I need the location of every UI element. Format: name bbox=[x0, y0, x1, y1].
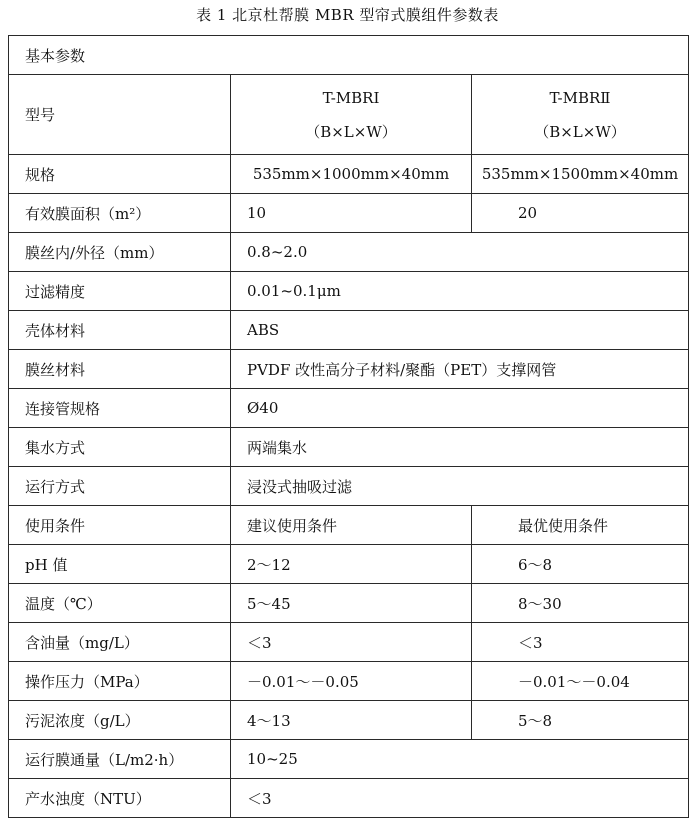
model-cell-1 bbox=[231, 75, 472, 155]
row-label: pH 值 bbox=[9, 545, 231, 584]
cell-value: 0.01~0.1μm bbox=[231, 272, 689, 311]
cell-value: 两端集水 bbox=[231, 428, 689, 467]
row-label: 产水浊度（NTU） bbox=[9, 779, 231, 818]
row-label: 型号 bbox=[9, 75, 231, 155]
table-row bbox=[9, 584, 689, 623]
cell-value: PVDF 改性高分子材料/聚酯（PET）支撑网管 bbox=[231, 350, 689, 389]
cell-value: 0.8~2.0 bbox=[231, 233, 689, 272]
table-row bbox=[9, 623, 689, 662]
cell-value: 8～30 bbox=[472, 584, 689, 623]
cell-value: Ø40 bbox=[231, 389, 689, 428]
row-label: 过滤精度 bbox=[9, 272, 231, 311]
table-row bbox=[9, 779, 689, 818]
row-label: 集水方式 bbox=[9, 428, 231, 467]
cell-value: 5～45 bbox=[231, 584, 472, 623]
row-label: 含油量（mg/L） bbox=[9, 623, 231, 662]
table-row bbox=[9, 740, 689, 779]
usage-header-label: 使用条件 bbox=[9, 506, 231, 545]
table-row bbox=[9, 701, 689, 740]
model-cell-2 bbox=[472, 75, 689, 155]
cell-value: ＜3 bbox=[231, 623, 472, 662]
table-row bbox=[9, 662, 689, 701]
table-row bbox=[9, 350, 689, 389]
model-dims: （B×L×W） bbox=[305, 122, 397, 141]
cell-value: ABS bbox=[231, 311, 689, 350]
table-row bbox=[9, 506, 689, 545]
cell-value: 535mm×1000mm×40mm bbox=[231, 155, 472, 194]
cell-value: 6～8 bbox=[472, 545, 689, 584]
row-label: 运行膜通量（L/m2·h） bbox=[9, 740, 231, 779]
table-row bbox=[9, 428, 689, 467]
cell-value: 535mm×1500mm×40mm bbox=[472, 155, 689, 194]
table-row bbox=[9, 155, 689, 194]
cell-value: －0.01～－0.05 bbox=[231, 662, 472, 701]
table-row bbox=[9, 36, 689, 75]
cell-value: 5～8 bbox=[472, 701, 689, 740]
cell-value: 2～12 bbox=[231, 545, 472, 584]
row-label: 膜丝内/外径（mm） bbox=[9, 233, 231, 272]
table-row bbox=[9, 389, 689, 428]
table-row bbox=[9, 272, 689, 311]
table-row bbox=[9, 233, 689, 272]
usage-header-suggested: 建议使用条件 bbox=[231, 506, 472, 545]
table-row bbox=[9, 467, 689, 506]
row-label: 壳体材料 bbox=[9, 311, 231, 350]
row-label: 膜丝材料 bbox=[9, 350, 231, 389]
cell-value: ＜3 bbox=[231, 779, 689, 818]
table-caption: 表 1 北京杜帮膜 MBR 型帘式膜组件参数表 bbox=[196, 6, 499, 24]
cell-value: 10~25 bbox=[231, 740, 689, 779]
cell-value: 10 bbox=[231, 194, 472, 233]
cell-value: ＜3 bbox=[472, 623, 689, 662]
cell-value: 4～13 bbox=[231, 701, 472, 740]
cell-value: －0.01～－0.04 bbox=[472, 662, 689, 701]
model-name: T-MBRⅠ bbox=[322, 88, 380, 107]
row-label: 污泥浓度（g/L） bbox=[9, 701, 231, 740]
membrane-parameter-table bbox=[8, 35, 689, 818]
row-label: 运行方式 bbox=[9, 467, 231, 506]
table-row bbox=[9, 545, 689, 584]
model-dims: （B×L×W） bbox=[534, 122, 626, 141]
model-name: T-MBRⅡ bbox=[549, 88, 611, 107]
cell-value: 20 bbox=[472, 194, 689, 233]
row-label: 连接管规格 bbox=[9, 389, 231, 428]
row-label: 温度（℃） bbox=[9, 584, 231, 623]
row-label: 有效膜面积（m²） bbox=[9, 194, 231, 233]
table-row bbox=[9, 311, 689, 350]
row-label: 规格 bbox=[9, 155, 231, 194]
table-row bbox=[9, 194, 689, 233]
basic-params-header: 基本参数 bbox=[9, 36, 689, 75]
cell-value: 浸没式抽吸过滤 bbox=[231, 467, 689, 506]
usage-header-optimal: 最优使用条件 bbox=[472, 506, 689, 545]
table-row bbox=[9, 75, 689, 155]
row-label: 操作压力（MPa） bbox=[9, 662, 231, 701]
